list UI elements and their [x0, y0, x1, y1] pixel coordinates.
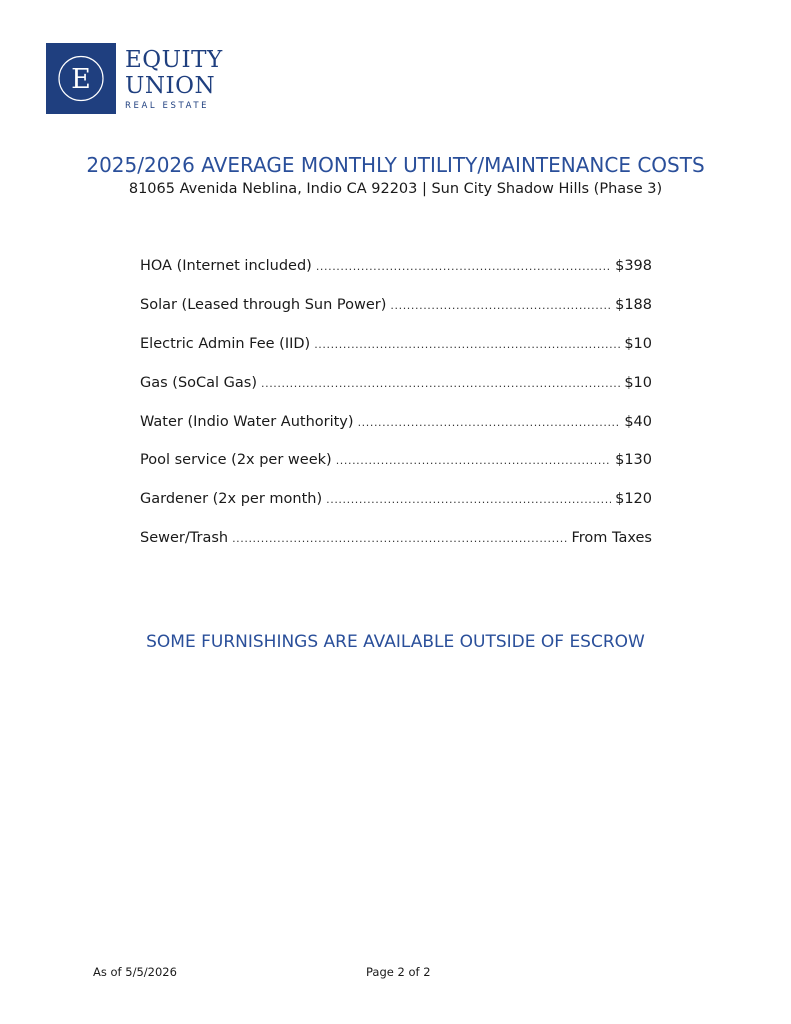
page-title: 2025/2026 AVERAGE MONTHLY UTILITY/MAINTENANCE COSTS	[86, 153, 705, 177]
dot-leader	[326, 493, 611, 506]
dot-leader	[390, 299, 611, 312]
brand-line-real-estate: REAL ESTATE	[125, 101, 210, 111]
cost-label: HOA (Internet included)	[140, 258, 312, 274]
dot-leader	[316, 260, 611, 273]
cost-value: $130	[615, 452, 652, 469]
cost-row-sewer-trash	[140, 530, 652, 569]
company-logo	[46, 43, 116, 114]
cost-value: $398	[615, 258, 652, 274]
property-address: 81065 Avenida Neblina, Indio CA 92203 | Sun City Shadow Hills (Phase 3)	[128, 181, 663, 197]
cost-row-hoa	[140, 258, 652, 297]
logo-monogram-icon	[46, 43, 116, 114]
cost-value: $10	[624, 335, 652, 352]
cost-value: $40	[624, 413, 652, 430]
cost-row-solar	[140, 297, 652, 336]
cost-label: Solar (Leased through Sun Power)	[140, 296, 387, 313]
cost-row-electric	[140, 336, 652, 375]
cost-list	[140, 258, 652, 569]
footer-as-of-date: As of 5/5/2026	[93, 965, 177, 979]
furnishings-notice: SOME FURNISHINGS ARE AVAILABLE OUTSIDE OF ESCROW	[146, 632, 645, 652]
cost-label: Gardener (2x per month)	[140, 491, 323, 508]
dot-leader	[358, 416, 621, 429]
cost-row-water	[140, 414, 652, 453]
cost-row-gardener	[140, 491, 652, 530]
cost-value: $10	[624, 374, 652, 391]
cost-label: Electric Admin Fee (IID)	[140, 335, 311, 352]
svg-text:E: E	[71, 64, 91, 95]
cost-value: From Taxes	[571, 530, 652, 547]
brand-line-union: UNION	[125, 73, 216, 99]
dot-leader	[261, 377, 620, 390]
cost-label: Water (Indio Water Authority)	[140, 413, 354, 430]
dot-leader	[232, 532, 567, 545]
cost-label: Pool service (2x per week)	[140, 452, 332, 469]
cost-value: $188	[615, 296, 652, 313]
cost-label: Sewer/Trash	[140, 530, 229, 547]
brand-name	[125, 47, 223, 111]
footer-page-number: Page 2 of 2	[366, 965, 431, 979]
brand-line-equity: EQUITY	[125, 47, 223, 73]
cost-value: $120	[615, 491, 652, 508]
cost-row-pool	[140, 452, 652, 491]
cost-label: Gas (SoCal Gas)	[140, 374, 257, 391]
dot-leader	[336, 454, 611, 467]
cost-row-gas	[140, 375, 652, 414]
dot-leader	[314, 338, 620, 351]
